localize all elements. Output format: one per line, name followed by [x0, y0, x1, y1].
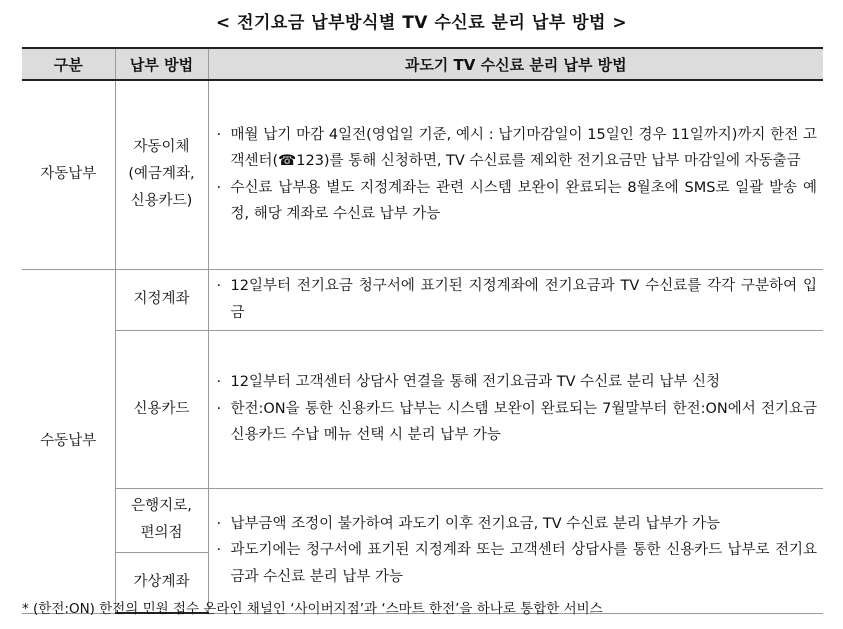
bullet-item	[217, 273, 818, 326]
bullet-item	[217, 175, 818, 228]
bullet-dot: ·	[216, 278, 222, 294]
bullet-dot: ·	[216, 542, 222, 559]
bullet-item	[217, 122, 818, 175]
method-giro-convenience	[115, 488, 208, 552]
method-line: 신용카드)	[130, 193, 193, 210]
bullet-dot: ·	[216, 515, 222, 532]
bullet-item	[217, 369, 818, 396]
description-auto	[208, 80, 823, 269]
bullet-dot: ·	[216, 374, 222, 391]
table-header-row	[22, 48, 823, 80]
description-credit-card	[208, 330, 823, 488]
header-method: 납부 방법	[115, 48, 208, 80]
bullet-text: 납부금액 조정이 불가하여 과도기 이후 전기요금, TV 수신료 분리 납부가 가능	[230, 515, 721, 532]
bullet-dot: ·	[216, 400, 222, 417]
bullet-item	[217, 511, 818, 538]
method-line: 편의점	[140, 525, 183, 541]
method-line: 은행지로,	[131, 498, 192, 514]
method-line: (예금계좌,	[128, 166, 195, 183]
method-line: 자동이체	[133, 139, 190, 156]
bullet-text: 매월 납기 마감 4일전(영업일 기준, 예시 : 납기마감일이 15일인 경우 11일까지)까지 한전 고객센터(☎123)를 통해 신청하면, TV 수신료를 제외한 전기요금만 납부 마감일에 자동출금	[230, 126, 817, 170]
table-row	[22, 269, 823, 330]
method-auto-transfer	[115, 80, 208, 269]
description-giro-virtual	[208, 488, 823, 613]
bullet-dot: ·	[216, 179, 222, 196]
method-virtual-account: 가상계좌	[115, 552, 208, 613]
bullet-item	[217, 537, 818, 590]
bullet-text: 12일부터 전기요금 청구서에 표기된 지정계좌에 전기요금과 TV 수신료를 각각 구분하여 입금	[230, 278, 817, 321]
payment-method-table	[22, 47, 823, 614]
bullet-text: 한전:ON을 통한 신용카드 납부는 시스템 보완이 완료되는 7월말부터 한전:ON에서 전기요금 신용카드 수납 메뉴 선택 시 분리 납부 가능	[230, 400, 817, 444]
header-category: 구분	[22, 48, 115, 80]
table-row	[22, 488, 823, 552]
description-designated	[208, 269, 823, 330]
footnote: * (한전:ON) 한전의 민원 접수 온라인 채널인 ‘사이버지점’과 ‘스마트 한전’을 하나로 통합한 서비스	[22, 601, 603, 617]
bullet-item	[217, 396, 818, 449]
bullet-text: 과도기에는 청구서에 표기된 지정계좌 또는 고객센터 상담사를 통한 신용카드 납부로 전기요금과 수신료 분리 납부 가능	[230, 542, 817, 585]
page-title: < 전기요금 납부방식별 TV 수신료 분리 납부 방법 >	[215, 13, 628, 33]
header-description: 과도기 TV 수신료 분리 납부 방법	[208, 48, 823, 80]
method-designated-account: 지정계좌	[115, 269, 208, 330]
method-credit-card: 신용카드	[115, 330, 208, 488]
bullet-text: 12일부터 고객센터 상담사 연결을 통해 전기요금과 TV 수신료 분리 납부 신청	[230, 374, 721, 391]
table-row	[22, 330, 823, 488]
table-row	[22, 80, 823, 269]
category-manual: 수동납부	[22, 269, 115, 613]
bullet-text: 수신료 납부용 별도 지정계좌는 관련 시스템 보완이 완료되는 8월초에 SMS로 일괄 발송 예정, 해당 계좌로 수신료 납부 가능	[230, 179, 817, 223]
category-auto: 자동납부	[22, 80, 115, 269]
bullet-dot: ·	[216, 126, 222, 143]
